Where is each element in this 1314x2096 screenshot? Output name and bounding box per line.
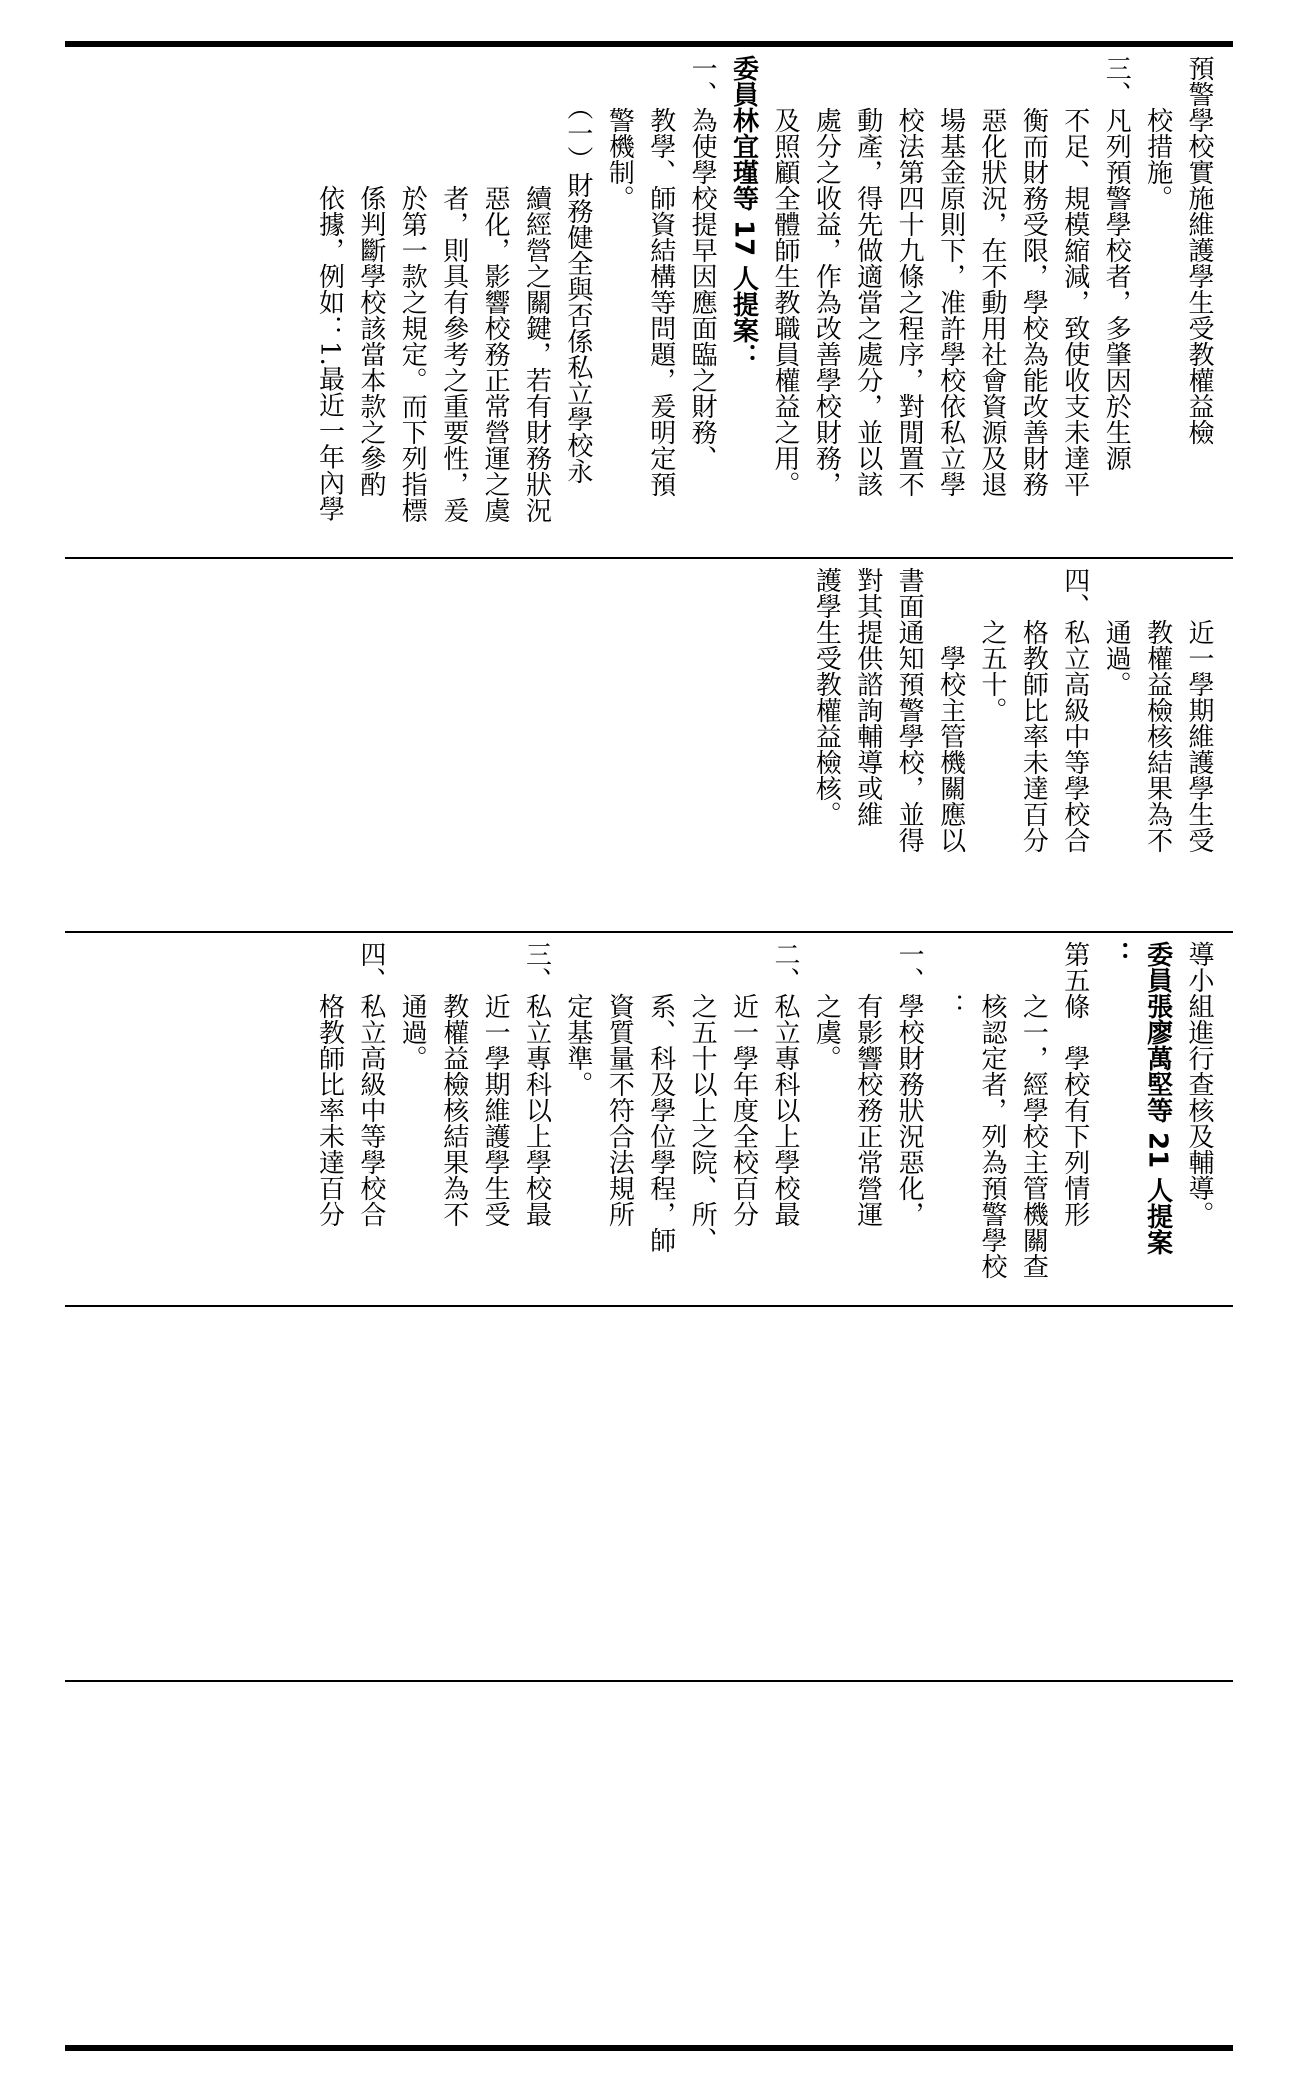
- text-line: 校措施。: [1142, 55, 1173, 211]
- text-line: 核認定者，列為預警學校: [976, 941, 1007, 1279]
- text-line: 四、私立高級中等學校合: [1059, 567, 1090, 853]
- text-line: 通過。: [1101, 567, 1132, 697]
- text-line: 續經營之關鍵，若有財務狀況: [521, 55, 552, 523]
- text-line: 學校主管機關應以: [935, 567, 966, 853]
- table-cell-empty: [65, 1307, 1233, 1680]
- text-line: 有影響校務正常營運: [852, 941, 883, 1227]
- text-line: 護學生受教權益檢核。: [811, 567, 842, 827]
- cell-text: [308, 941, 1219, 1297]
- text-line: 系、科及學位學程，師: [645, 941, 676, 1253]
- text-line: 近一學期維護學生受: [1184, 567, 1214, 853]
- text-line: 格教師比率未達百分: [314, 941, 345, 1227]
- table-cell-empty: [65, 1682, 1233, 2045]
- text-line: 於第一款之規定。而下列指標: [397, 55, 428, 523]
- text-line: 動產，得先做適當之處分，並以該: [852, 55, 883, 497]
- text-line: 衡而財務受限，學校為能改善財務: [1018, 55, 1049, 497]
- text-line: 不足、規模縮減，致使收支未達平: [1059, 55, 1090, 497]
- text-line: 資質量不符合法規所: [604, 941, 635, 1227]
- text-line: 四、私立高級中等學校合: [355, 941, 386, 1227]
- text-line: 教權益檢核結果為不: [1142, 567, 1173, 853]
- text-line: （一）財務健全與否係私立學校永: [562, 55, 593, 484]
- text-line: ：: [935, 941, 966, 1019]
- text-line: 近一學年度全校百分: [728, 941, 759, 1227]
- text-line: 者，則具有參考之重要性，爰: [438, 55, 469, 523]
- table-cell-article-text: [65, 559, 1233, 931]
- text-line: 書面通知預警學校，並得: [894, 567, 925, 853]
- text-line: 一、為使學校提早因應面臨之財務、: [687, 55, 718, 471]
- text-line: 惡化，影響校務正常營運之虞: [480, 55, 511, 523]
- proposal-heading: 委員張廖萬堅等 21 人提案: [1142, 941, 1173, 1256]
- text-line: 及照顧全體師生教職員權益之用。: [769, 55, 800, 497]
- table-bottom-border: [65, 2045, 1233, 2051]
- text-line: 近一學期維護學生受: [480, 941, 511, 1227]
- text-line: 導小組進行查核及輔導。: [1184, 941, 1214, 1227]
- proposal-heading: 委員林宜瑾等 17 人提案：: [728, 55, 759, 370]
- text-line: 三、凡列預警學校者，多肇因於生源: [1101, 55, 1132, 471]
- text-line: 之一，經學校主管機關查: [1018, 941, 1049, 1279]
- cell-text: [805, 567, 1219, 923]
- text-line: 依據，例如：1.最近一年內學: [314, 55, 345, 522]
- text-line: 處分之收益，作為改善學校財務，: [811, 55, 842, 497]
- table-cell-proposal-text: [65, 933, 1233, 1305]
- text-line: 之五十。: [976, 567, 1007, 723]
- text-line: 二、私立專科以上學校最: [769, 941, 800, 1227]
- text-line: 教權益檢核結果為不: [438, 941, 469, 1227]
- cell-text: [308, 55, 1219, 549]
- text-line: 格教師比率未達百分: [1018, 567, 1049, 853]
- text-line: 之五十以上之院、所、: [687, 941, 718, 1253]
- text-line: 惡化狀況，在不動用社會資源及退: [976, 55, 1007, 497]
- text-line: 教學、師資結構等問題，爰明定預: [645, 55, 676, 497]
- text-line: 警機制。: [604, 55, 635, 211]
- table-cell-explanation: [65, 47, 1233, 557]
- text-line: 通過。: [397, 941, 428, 1071]
- text-line: 一、學校財務狀況惡化，: [894, 941, 925, 1227]
- text-line: 三、私立專科以上學校最: [521, 941, 552, 1227]
- text-line: 預警學校實施維護學生受教權益檢: [1184, 55, 1214, 445]
- text-line: 場基金原則下，准許學校依私立學: [935, 55, 966, 497]
- text-line: 定基準。: [562, 941, 593, 1097]
- text-line: 第五條 學校有下列情形: [1059, 941, 1090, 1227]
- text-line: 係判斷學校該當本款之參酌: [355, 55, 386, 497]
- text-line: 校法第四十九條之程序，對閒置不: [894, 55, 925, 497]
- proposal-heading: ：: [1101, 941, 1132, 967]
- text-line: 之虞。: [811, 941, 842, 1071]
- text-line: 對其提供諮詢輔導或維: [852, 567, 883, 827]
